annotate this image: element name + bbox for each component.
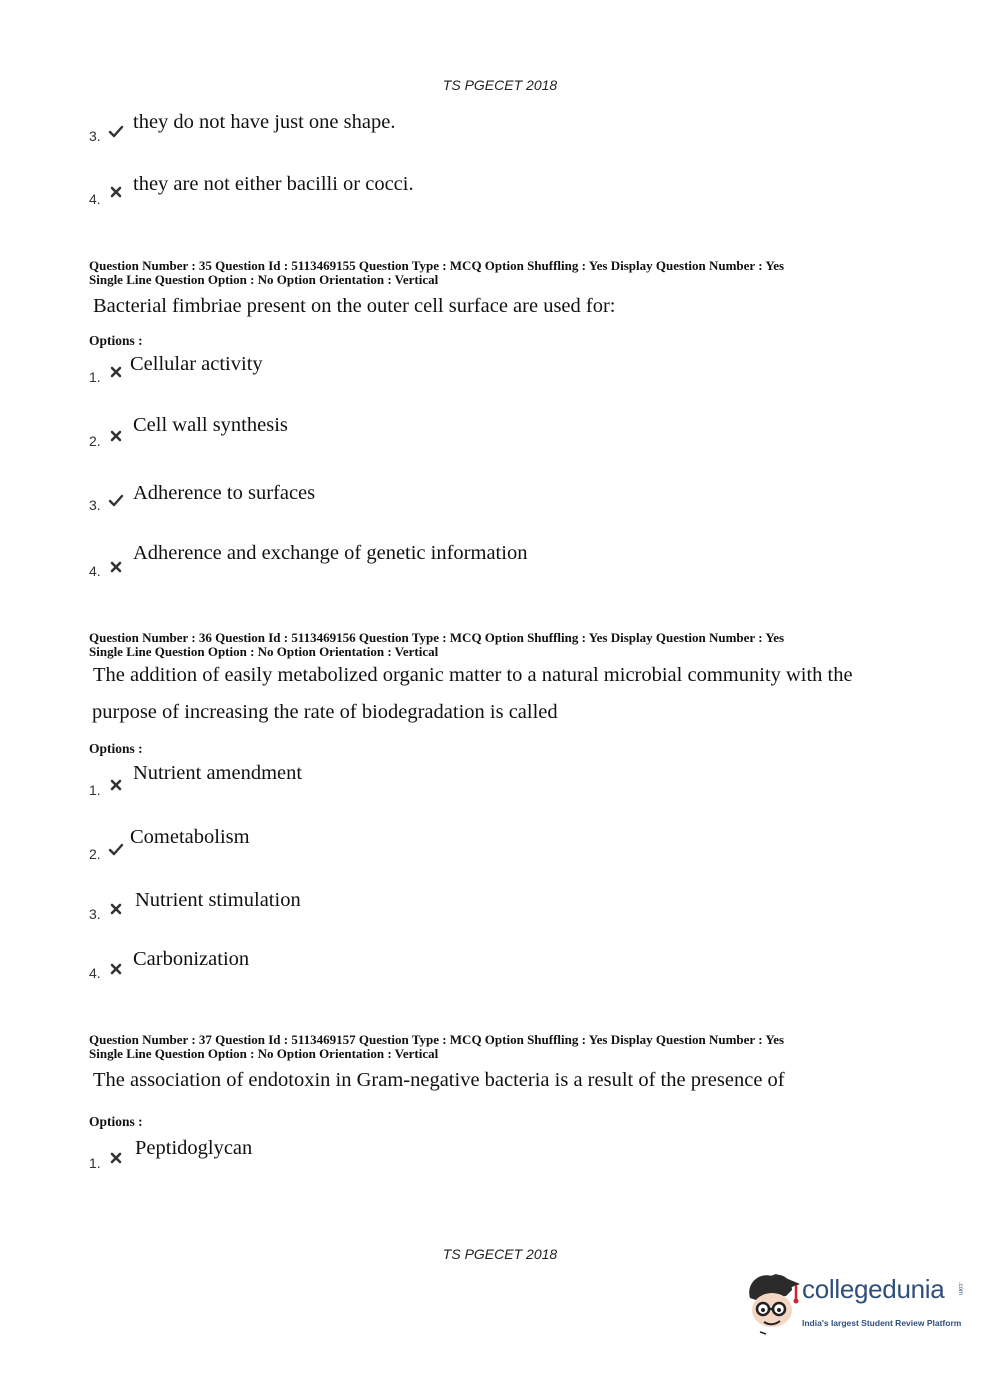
option-number: 3. (89, 128, 101, 144)
check-icon (108, 493, 124, 509)
option-number: 3. (89, 497, 101, 513)
option-text: Cellular activity (130, 353, 263, 375)
page-header: TS PGECET 2018 (442, 77, 558, 93)
option-text: Adherence to surfaces (133, 482, 316, 504)
mascot-icon (742, 1270, 800, 1338)
option-number: 2. (89, 846, 101, 862)
question-text: The association of endotoxin in Gram-negative bacteria is a result of the presence of (93, 1069, 785, 1091)
cross-icon (110, 186, 126, 202)
question-meta-line: Question Number : 36 Question Id : 5113469156 Question Type : MCQ Option Shuffling : Yes Display Question Number : Yes (89, 630, 785, 645)
options-label: Options : (89, 741, 143, 756)
option-text: Nutrient stimulation (135, 889, 301, 911)
logo-wordmark: collegedunia (802, 1274, 945, 1304)
collegedunia-logo (742, 1268, 972, 1340)
option-text: they do not have just one shape. (133, 111, 396, 133)
option-number: 2. (89, 433, 101, 449)
cross-icon (110, 430, 126, 446)
question-text: Bacterial fimbriae present on the outer cell surface are used for: (93, 295, 616, 317)
option-number: 3. (89, 906, 101, 922)
option-text: Carbonization (133, 948, 250, 970)
option-number: 4. (89, 965, 101, 981)
question-meta-line: Single Line Question Option : No Option Orientation : Vertical (89, 644, 439, 659)
option-text: Nutrient amendment (133, 762, 303, 784)
check-icon (108, 124, 124, 140)
logo-suffix: .com (957, 1282, 963, 1296)
cross-icon (110, 366, 126, 382)
option-number: 1. (89, 782, 101, 798)
question-text-line: The addition of easily metabolized organic matter to a natural microbial community with the (93, 664, 853, 686)
option-text: Cell wall synthesis (133, 414, 288, 436)
question-meta-line: Question Number : 35 Question Id : 5113469155 Question Type : MCQ Option Shuffling : Yes Display Question Number : Yes (89, 258, 785, 273)
question-meta-line: Single Line Question Option : No Option Orientation : Vertical (89, 1046, 439, 1061)
option-number: 1. (89, 1155, 101, 1171)
cross-icon (110, 1152, 126, 1168)
option-number: 4. (89, 563, 101, 579)
cross-icon (110, 963, 126, 979)
check-icon (108, 842, 124, 858)
option-number: 1. (89, 369, 101, 385)
question-meta (89, 631, 909, 659)
question-meta-line: Single Line Question Option : No Option Orientation : Vertical (89, 272, 439, 287)
option-text: Cometabolism (130, 826, 250, 848)
cross-icon (110, 561, 126, 577)
question-text-line: purpose of increasing the rate of biodegradation is called (92, 701, 558, 723)
cross-icon (110, 903, 126, 919)
option-text: they are not either bacilli or cocci. (133, 173, 414, 195)
cross-icon (110, 779, 126, 795)
page-footer: TS PGECET 2018 (442, 1246, 558, 1262)
option-text: Peptidoglycan (135, 1137, 253, 1159)
options-label: Options : (89, 333, 143, 348)
options-label: Options : (89, 1114, 143, 1129)
option-number: 4. (89, 191, 101, 207)
question-meta (89, 1033, 909, 1061)
logo-tagline: India's largest Student Review Platform (802, 1318, 962, 1328)
option-text: Adherence and exchange of genetic information (133, 542, 528, 564)
question-meta-line: Question Number : 37 Question Id : 5113469157 Question Type : MCQ Option Shuffling : Yes Display Question Number : Yes (89, 1032, 785, 1047)
question-meta (89, 259, 909, 287)
